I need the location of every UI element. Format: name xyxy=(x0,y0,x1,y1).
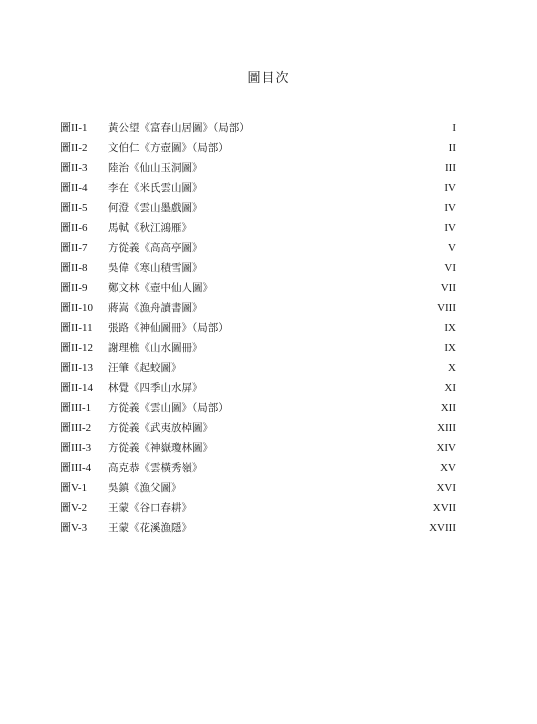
list-item xyxy=(60,398,456,418)
page-number: IV xyxy=(444,222,456,234)
figure-number: 圖II-11 xyxy=(60,322,93,334)
list-item xyxy=(60,138,456,158)
figure-title: 陸治《仙山玉洞圖》 xyxy=(108,162,203,174)
figure-number: 圖II-2 xyxy=(60,142,88,154)
figure-number: 圖II-8 xyxy=(60,262,88,274)
list-item xyxy=(60,298,456,318)
page-title: 圖目次 xyxy=(247,71,290,86)
list-item xyxy=(60,358,456,378)
figure-number: 圖II-10 xyxy=(60,302,93,314)
figure-number: 圖III-3 xyxy=(60,442,92,454)
figure-number: 圖II-9 xyxy=(60,282,88,294)
list-item xyxy=(60,318,456,338)
figure-number: 圖II-12 xyxy=(60,342,93,354)
list-item xyxy=(60,338,456,358)
figure-number: 圖II-1 xyxy=(60,122,88,134)
list-item xyxy=(60,438,456,458)
figure-list xyxy=(60,118,456,538)
page-number: XII xyxy=(440,402,456,414)
list-item xyxy=(60,278,456,298)
figure-title: 吳鎮《漁父圖》 xyxy=(108,482,182,494)
page-number: III xyxy=(445,162,456,174)
figure-title: 文伯仁《方壺圖》（局部） xyxy=(108,142,229,154)
page-number: IV xyxy=(444,202,456,214)
page-number: IX xyxy=(444,342,456,354)
page-number: XI xyxy=(444,382,456,394)
figure-number: 圖V-1 xyxy=(60,482,88,494)
figure-title: 何澄《雲山墨戲圖》 xyxy=(108,202,203,214)
figure-number: 圖II-13 xyxy=(60,362,93,374)
figure-title: 蔣嵩《漁舟讀書圖》 xyxy=(108,302,203,314)
list-item xyxy=(60,218,456,238)
figure-title: 林覺《四季山水屏》 xyxy=(108,382,203,394)
figure-title: 方從義《武夷放棹圖》 xyxy=(108,422,213,434)
page-number: XVI xyxy=(436,482,456,494)
list-item xyxy=(60,178,456,198)
figure-title: 王蒙《花溪漁隱》 xyxy=(108,522,192,534)
figure-title: 吳偉《寒山積雪圖》 xyxy=(108,262,203,274)
figure-number: 圖II-3 xyxy=(60,162,88,174)
page-number: XIV xyxy=(436,442,456,454)
page-number: IX xyxy=(444,322,456,334)
page-number: XV xyxy=(440,462,456,474)
list-item xyxy=(60,158,456,178)
figure-number: 圖V-2 xyxy=(60,502,88,514)
list-item xyxy=(60,258,456,278)
figure-number: 圖II-7 xyxy=(60,242,88,254)
figure-title: 方從義《神嶽瓊林圖》 xyxy=(108,442,213,454)
figure-title: 高克恭《雲橫秀嶺》 xyxy=(108,462,203,474)
figure-title: 王蒙《谷口春耕》 xyxy=(108,502,192,514)
list-item xyxy=(60,478,456,498)
figure-number: 圖III-4 xyxy=(60,462,92,474)
page-number: V xyxy=(448,242,456,254)
page-number: XVIII xyxy=(429,522,456,534)
figure-number: 圖III-2 xyxy=(60,422,92,434)
figure-title: 謝理樵《山水圖冊》 xyxy=(108,342,203,354)
list-item xyxy=(60,238,456,258)
figure-title: 李在《米氏雲山圖》 xyxy=(108,182,203,194)
page-number: I xyxy=(452,122,456,134)
figure-title: 鄭文林《壺中仙人圖》 xyxy=(108,282,213,294)
list-item xyxy=(60,418,456,438)
list-item xyxy=(60,498,456,518)
figure-number: 圖II-14 xyxy=(60,382,93,394)
figure-title: 汪肇《起蛟圖》 xyxy=(108,362,182,374)
page-number: X xyxy=(448,362,456,374)
figure-number: 圖II-4 xyxy=(60,182,88,194)
figure-number: 圖V-3 xyxy=(60,522,88,534)
figure-title: 馬軾《秋江鴻雁》 xyxy=(108,222,192,234)
page-number: II xyxy=(448,142,456,154)
figure-number: 圖II-6 xyxy=(60,222,88,234)
list-item xyxy=(60,118,456,138)
figure-title: 方從義《高高亭圖》 xyxy=(108,242,203,254)
list-item xyxy=(60,458,456,478)
figure-number: 圖II-5 xyxy=(60,202,88,214)
page-number: VII xyxy=(440,282,456,294)
page-number: XVII xyxy=(432,502,456,514)
figure-title: 張路《神仙圖冊》（局部） xyxy=(108,322,229,334)
page-number: XIII xyxy=(437,422,456,434)
list-item xyxy=(60,518,456,538)
list-item xyxy=(60,198,456,218)
figure-number: 圖III-1 xyxy=(60,402,92,414)
figure-title: 黃公望《富春山居圖》（局部） xyxy=(108,122,250,134)
page-number: IV xyxy=(444,182,456,194)
page-number: VI xyxy=(444,262,456,274)
list-item xyxy=(60,378,456,398)
figure-title: 方從義《雲山圖》（局部） xyxy=(108,402,229,414)
page-number: VIII xyxy=(437,302,456,314)
